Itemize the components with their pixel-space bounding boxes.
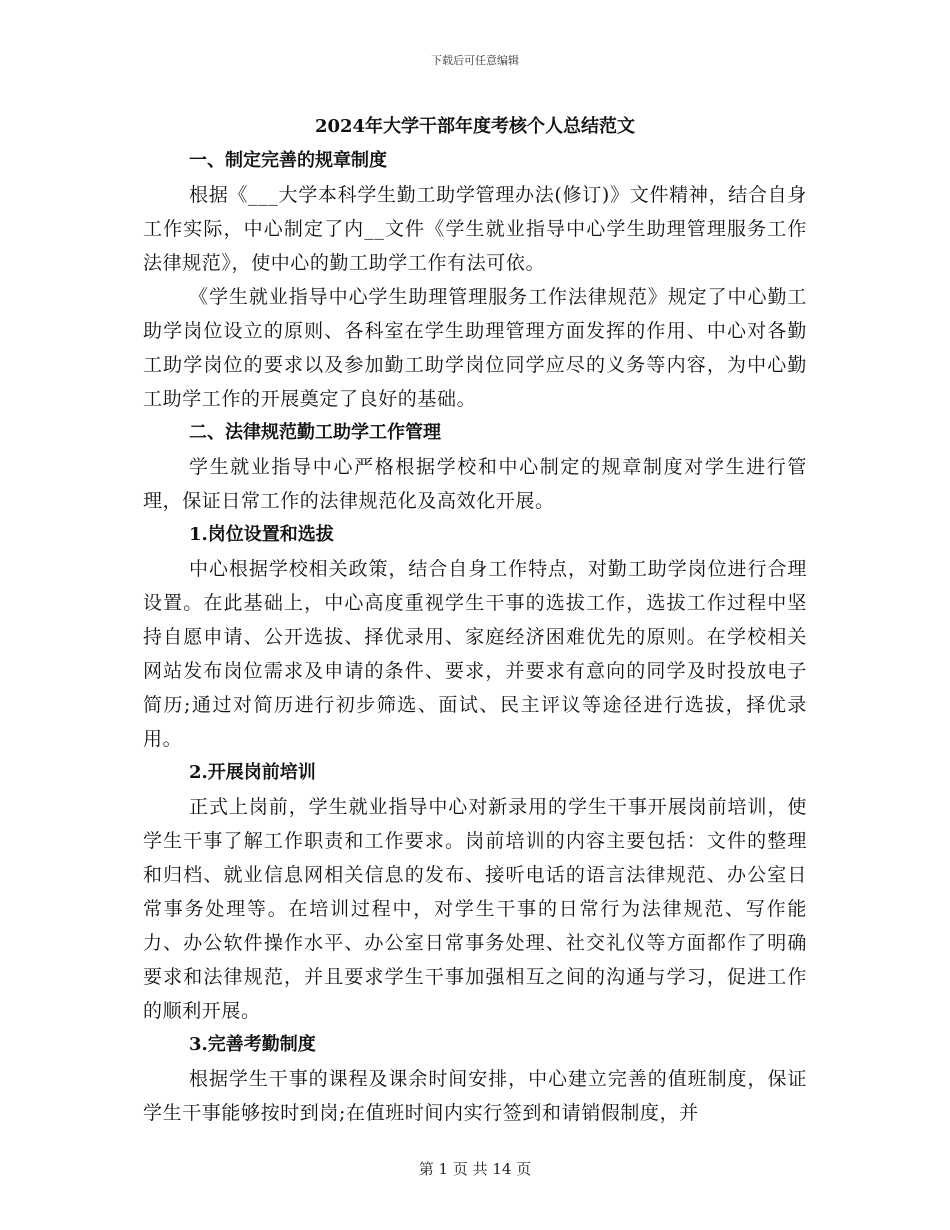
- paragraph: 《学生就业指导中心学生助理管理服务工作法律规范》规定了中心勤工助学岗位设立的原则、各科室在学生助理管理方面发挥的作用、中心对各勤工助学岗位的要求以及参加勤工助学岗位同学应尽的义务等内容，为中心勤工助学工作的开展奠定了良好的基础。: [143, 286, 807, 410]
- subsection-heading: 1.岗位设置和选拔: [189, 524, 334, 545]
- document-body: [143, 110, 807, 1130]
- document-title: 2024年大学干部年度考核个人总结范文: [314, 116, 636, 137]
- header-note: 下载后可任意编辑: [431, 54, 519, 67]
- paragraph: 正式上岗前，学生就业指导中心对新录用的学生干事开展岗前培训，使学生干事了解工作职责和工作要求。岗前培训的内容主要包括：文件的整理和归档、就业信息网相关信息的发布、接听电话的语言法律规范、办公室日常事务处理等。在培训过程中，对学生干事的日常行为法律规范、写作能力、办公软件操作水平、办公室日常事务处理、社交礼仪等方面都作了明确要求和法律规范，并且要求学生干事加强相互之间的沟通与学习，促进工作的顺利开展。: [143, 796, 807, 1022]
- paragraph: 中心根据学校相关政策，结合自身工作特点，对勤工助学岗位进行合理设置。在此基础上，中心高度重视学生干事的选拔工作，选拔工作过程中坚持自愿申请、公开选拔、择优录用、家庭经济困难优先的原则。在学校相关网站发布岗位需求及申请的条件、要求，并要求有意向的同学及时投放电子简历;通过对简历进行初步筛选、面试、民主评议等途径进行选拔，择优录用。: [143, 558, 807, 750]
- subsection-heading: 2.开展岗前培训: [189, 762, 316, 783]
- paragraph: 根据学生干事的课程及课余时间安排，中心建立完善的值班制度，保证学生干事能够按时到岗;在值班时间内实行签到和请销假制度，并: [143, 1068, 807, 1124]
- paragraph: 根据《___大学本科学生勤工助学管理办法(修订)》文件精神，结合自身工作实际，中心制定了内__文件《学生就业指导中心学生助理管理服务工作法律规范》，使中心的勤工助学工作有法可依。: [143, 184, 807, 274]
- section-heading: 二、法律规范勤工助学工作管理: [189, 422, 441, 443]
- paragraph: 学生就业指导中心严格根据学校和中心制定的规章制度对学生进行管理，保证日常工作的法律规范化及高效化开展。: [143, 456, 807, 512]
- section-heading: 一、制定完善的规章制度: [189, 150, 387, 171]
- subsection-heading: 3.完善考勤制度: [189, 1034, 316, 1055]
- page-number: 第 1 页 共 14 页: [418, 1160, 532, 1178]
